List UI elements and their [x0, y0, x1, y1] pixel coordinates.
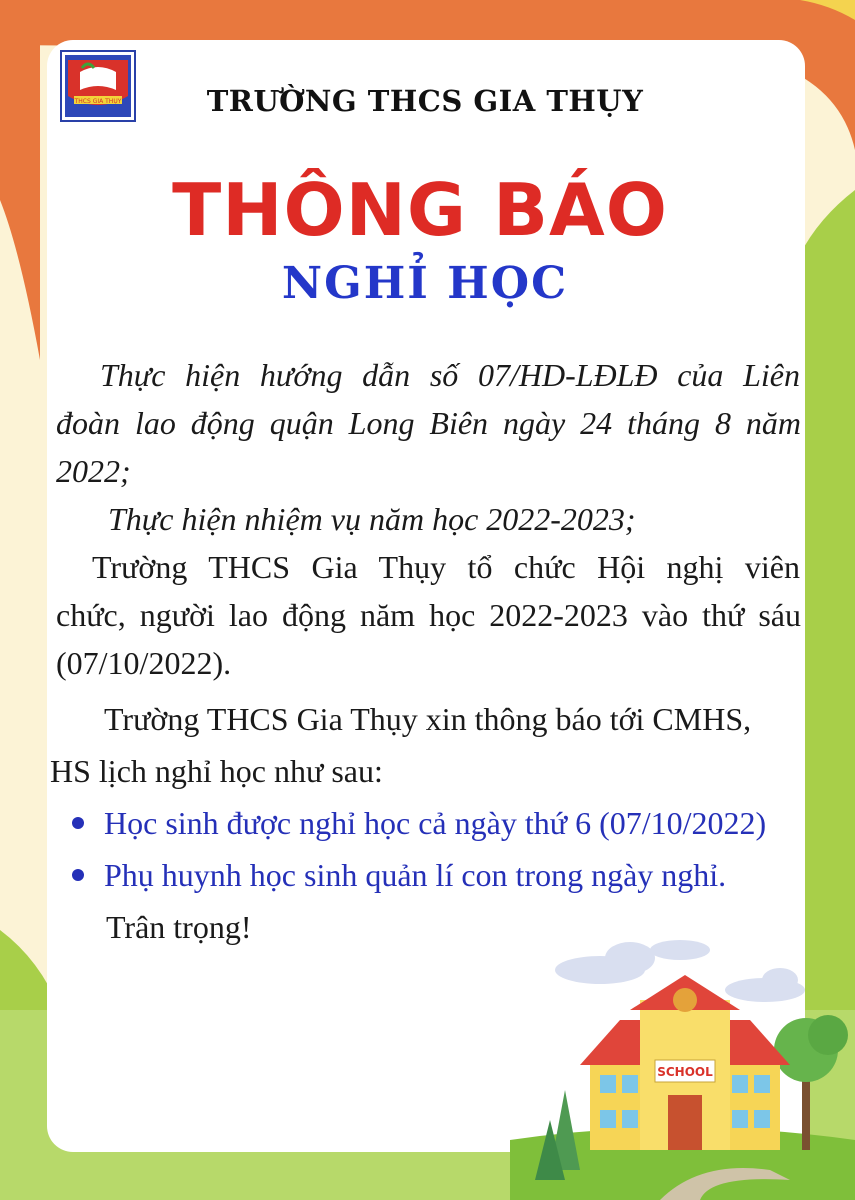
school-sign: SCHOOL	[657, 1065, 713, 1079]
paragraph-1-line-2: đoàn lao động quận Long Biên ngày 24 tháng 8 năm	[56, 405, 801, 441]
paragraph-2: Thực hiện nhiệm vụ năm học 2022-2023;	[108, 501, 636, 537]
paragraph-1-line-1: Thực hiện hướng dẫn số 07/HD-LĐLĐ của Liên	[100, 357, 800, 393]
school-name: TRƯỜNG THCS GIA THỤY	[206, 84, 644, 118]
paragraph-3-line-2: chức, người lao động năm học 2022-2023 vào thứ sáu	[56, 597, 801, 633]
notice-subtitle: NGHỈ HỌC	[281, 258, 569, 309]
bullet-dot	[72, 869, 84, 881]
school-illustration	[510, 930, 855, 1200]
paragraph-4-line-2: HS lịch nghỉ học như sau:	[50, 753, 383, 789]
closing-text: Trân trọng!	[106, 909, 252, 945]
paragraph-1-line-3: 2022;	[56, 453, 131, 489]
bullet-dot	[72, 817, 84, 829]
paragraph-4-line-1: Trường THCS Gia Thụy xin thông báo tới CMHS,	[104, 701, 752, 737]
paragraph-3-line-1: Trường THCS Gia Thụy tổ chức Hội nghị viên	[92, 549, 800, 585]
paragraph-3-line-3: (07/10/2022).	[56, 645, 232, 681]
school-logo	[60, 50, 136, 122]
notice-title: THÔNG BÁO	[172, 168, 668, 252]
logo-text: THCS GIA THỤY	[74, 98, 122, 105]
bullet-item-2: Phụ huynh học sinh quản lí con trong ngày nghỉ.	[104, 857, 727, 893]
bullet-item-1: Học sinh được nghỉ học cả ngày thứ 6 (07/10/2022)	[104, 805, 767, 841]
